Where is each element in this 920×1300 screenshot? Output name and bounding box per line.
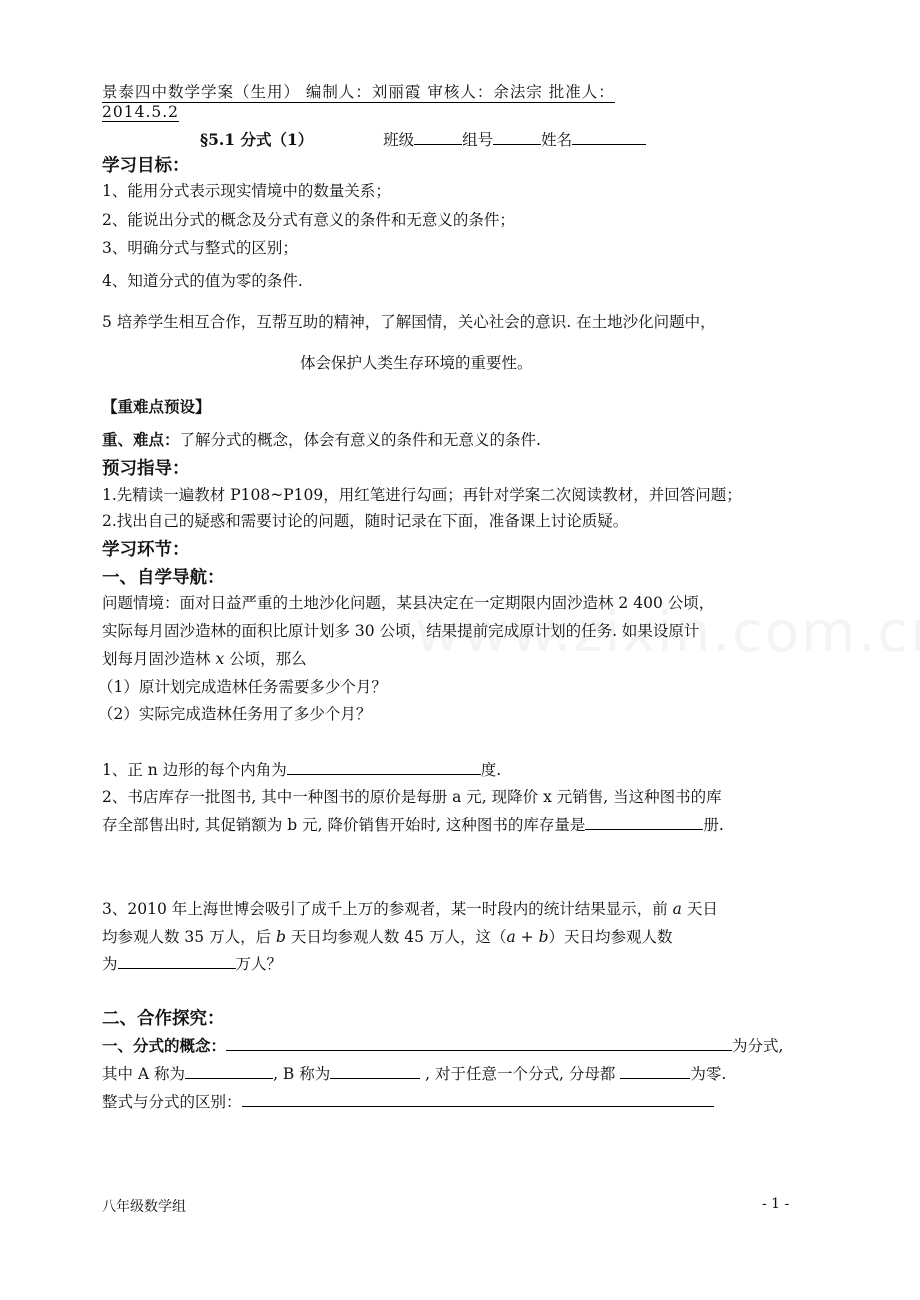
exercise-1-unit: 度. — [480, 761, 502, 779]
exercise-2-blank[interactable] — [585, 815, 703, 830]
footer-left: 八年级数学组 — [102, 1199, 186, 1215]
exercise-3-blank[interactable] — [118, 954, 236, 969]
variable-b: b — [276, 928, 286, 946]
concept-tail: 为分式, — [732, 1037, 784, 1055]
keypoints-heading: 【重难点预设】 — [102, 398, 211, 416]
exercise-3-text-tail: 天日 — [681, 900, 718, 918]
name-blank[interactable] — [572, 130, 646, 145]
variable-x: x — [215, 650, 225, 668]
exercise-2-unit: 册. — [703, 816, 724, 834]
exercise-3-line3 — [102, 952, 282, 974]
keypoints-row — [102, 428, 541, 450]
study-heading: 学习环节： — [102, 540, 190, 560]
preview-item-1: 1.先精读一遍教材 P108~P109，用红笔进行勾画；再针对学案二次阅读教材，并回答问题； — [102, 486, 742, 504]
diff-blank[interactable] — [242, 1092, 714, 1107]
exercise-3-line2-text: 均参观人数 35 万人，后 — [102, 928, 277, 946]
goals-heading: 学习目标： — [102, 156, 190, 176]
keypoints-text: 了解分式的概念，体会有意义的条件和无意义的条件. — [179, 431, 541, 449]
preview-heading: 预习指导： — [102, 459, 190, 479]
exercise-3-line2-tail: ）天日均参观人数 — [548, 928, 673, 946]
variable-b-sum: b — [538, 928, 549, 946]
header-line — [102, 80, 615, 103]
exercise-3-unit: 万人？ — [235, 955, 283, 973]
header-date-row — [102, 103, 179, 121]
exercise-1-text: 1、正 n 边形的每个内角为 — [102, 761, 287, 779]
plus-sign: + — [515, 928, 539, 946]
denominator-text: , 对于任意一个分式, 分母都 — [420, 1065, 621, 1083]
scenario-line-3 — [102, 647, 307, 669]
footer-page-number: - 1 - — [762, 1196, 790, 1212]
question-2: （2）实际完成造林任务用了多少个月？ — [98, 705, 372, 723]
header-date: 2014.5.2 — [102, 103, 180, 121]
scenario-line-1: 问题情境：面对日益严重的土地沙化问题，某县决定在一定期限内固沙造林 2 400 公顷， — [102, 594, 715, 612]
exercise-1 — [102, 758, 501, 780]
goal-item-5-line2: 体会保护人类生存环境的重要性。 — [300, 354, 533, 372]
header-text: 景泰四中数学学案（生用） 编制人：刘丽霞 审核人：余法宗 批准人： — [102, 83, 615, 101]
name-label: 姓名 — [541, 131, 573, 149]
preview-item-2: 2.找出自己的疑惑和需要讨论的问题，随时记录在下面，准备课上讨论质疑。 — [102, 512, 629, 530]
goal-item-4: 4、知道分式的值为零的条件. — [102, 272, 303, 290]
goal-item-5-line1: 5 培养学生相互合作，互帮互助的精神，了解国情，关心社会的意识. 在土地沙化问题中， — [102, 313, 716, 331]
exercise-2-line1: 2、书店库存一批图书, 其中一种图书的原价是每册 a 元, 现降价 x 元销售, 当这种图书的库 — [102, 788, 722, 806]
exercise-2-text: 存全部售出时, 其促销额为 b 元, 降价销售开始时, 这种图书的库存量是 — [102, 816, 586, 834]
exercise-3-line2 — [102, 925, 673, 947]
class-blank[interactable] — [414, 130, 462, 145]
goal-item-2: 2、能说出分式的概念及分式有意义的条件和无意义的条件； — [102, 211, 515, 229]
a-label: 其中 A 称为 — [102, 1065, 186, 1083]
diff-label: 整式与分式的区别： — [102, 1093, 242, 1111]
a-blank[interactable] — [185, 1064, 273, 1079]
goal-item-3: 3、明确分式与整式的区别； — [102, 239, 298, 257]
b-label: , B 称为 — [273, 1065, 331, 1083]
concept-row — [102, 1034, 783, 1056]
exercise-3-line1 — [102, 897, 718, 919]
exercise-3-line2-mid: 天日均参观人数 45 万人，这（ — [285, 928, 507, 946]
keypoints-label: 重、难点： — [102, 431, 180, 449]
variable-a: a — [672, 900, 682, 918]
group-label: 组号 — [462, 131, 494, 149]
concept-label: 一、分式的概念： — [102, 1037, 227, 1055]
group-blank[interactable] — [493, 130, 541, 145]
section-title: §5.1 分式（1） — [200, 130, 314, 149]
goal-item-1: 1、能用分式表示现实情境中的数量关系； — [102, 182, 391, 200]
exercise-3-text: 3、2010 年上海世博会吸引了成千上万的参观者，某一时段内的统计结果显示，前 — [102, 900, 673, 918]
variable-a-sum: a — [506, 928, 516, 946]
title-row — [200, 128, 646, 150]
b-blank[interactable] — [330, 1064, 420, 1079]
part1-heading: 一、自学导航： — [102, 568, 225, 588]
concept-blank[interactable] — [226, 1036, 732, 1051]
coop-heading: 二、合作探究： — [102, 1009, 225, 1029]
denominator-tail: 为零. — [690, 1065, 727, 1083]
exercise-1-blank[interactable] — [287, 760, 481, 775]
exercise-2-line2 — [102, 813, 724, 835]
scenario-line-3-text: 划每月固沙造林 — [102, 650, 216, 668]
diff-row — [102, 1090, 714, 1112]
ab-row — [102, 1062, 726, 1084]
class-label: 班级 — [383, 131, 415, 149]
scenario-line-3-tail: 公顷，那么 — [224, 650, 307, 668]
question-1: （1）原计划完成造林任务需要多少个月？ — [98, 678, 387, 696]
scenario-line-2: 实际每月固沙造林的面积比原计划多 30 公顷，结果提前完成原计划的任务. 如果设原计 — [102, 622, 700, 640]
denominator-blank[interactable] — [620, 1064, 690, 1079]
exercise-3-line3-text: 为 — [102, 955, 118, 973]
